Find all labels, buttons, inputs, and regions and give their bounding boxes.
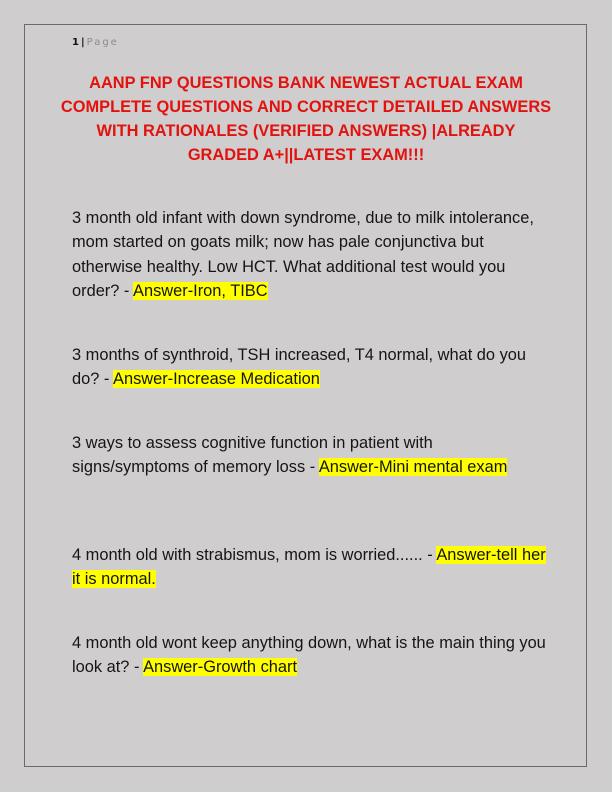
qa-item: [72, 206, 547, 303]
qa-item: [72, 631, 547, 680]
answer-text: Answer-Increase Medication: [113, 370, 320, 389]
page-separator: |: [80, 37, 85, 48]
qa-item: [72, 343, 547, 392]
question-text: 4 month old with strabismus, mom is worried...... -: [72, 546, 437, 564]
page-number: 1: [72, 37, 79, 48]
qa-item: [72, 543, 547, 592]
document-title: AANP FNP QUESTIONS BANK NEWEST ACTUAL EXAM COMPLETE QUESTIONS AND CORRECT DETAILED ANSWERS WITH RATIONALES (VERIFIED ANSWERS) |ALREADY GRADED A+||LATEST EXAM!!!: [60, 74, 552, 164]
page-header: [72, 36, 119, 50]
answer-text: Answer-tell her it is normal.: [72, 546, 546, 589]
answer-text: Answer-Iron, TIBC: [133, 281, 268, 300]
question-text: 3 month old infant with down syndrome, due to milk intolerance, mom started on goats milk; now has pale conjunctiva but otherwise healthy. Low HCT. What additional test would you order? -: [72, 209, 534, 300]
page-word: Page: [86, 37, 119, 48]
question-text: 4 month old wont keep anything down, what is the main thing you look at? -: [72, 634, 546, 677]
answer-text: Answer-Mini mental exam: [318, 458, 508, 477]
question-text: 3 months of synthroid, TSH increased, T4 normal, what do you do? -: [72, 346, 527, 389]
qa-item: [72, 431, 547, 480]
question-text: 3 ways to assess cognitive function in patient with signs/symptoms of memory loss -: [72, 434, 433, 477]
answer-text: Answer-Growth chart: [143, 658, 298, 677]
